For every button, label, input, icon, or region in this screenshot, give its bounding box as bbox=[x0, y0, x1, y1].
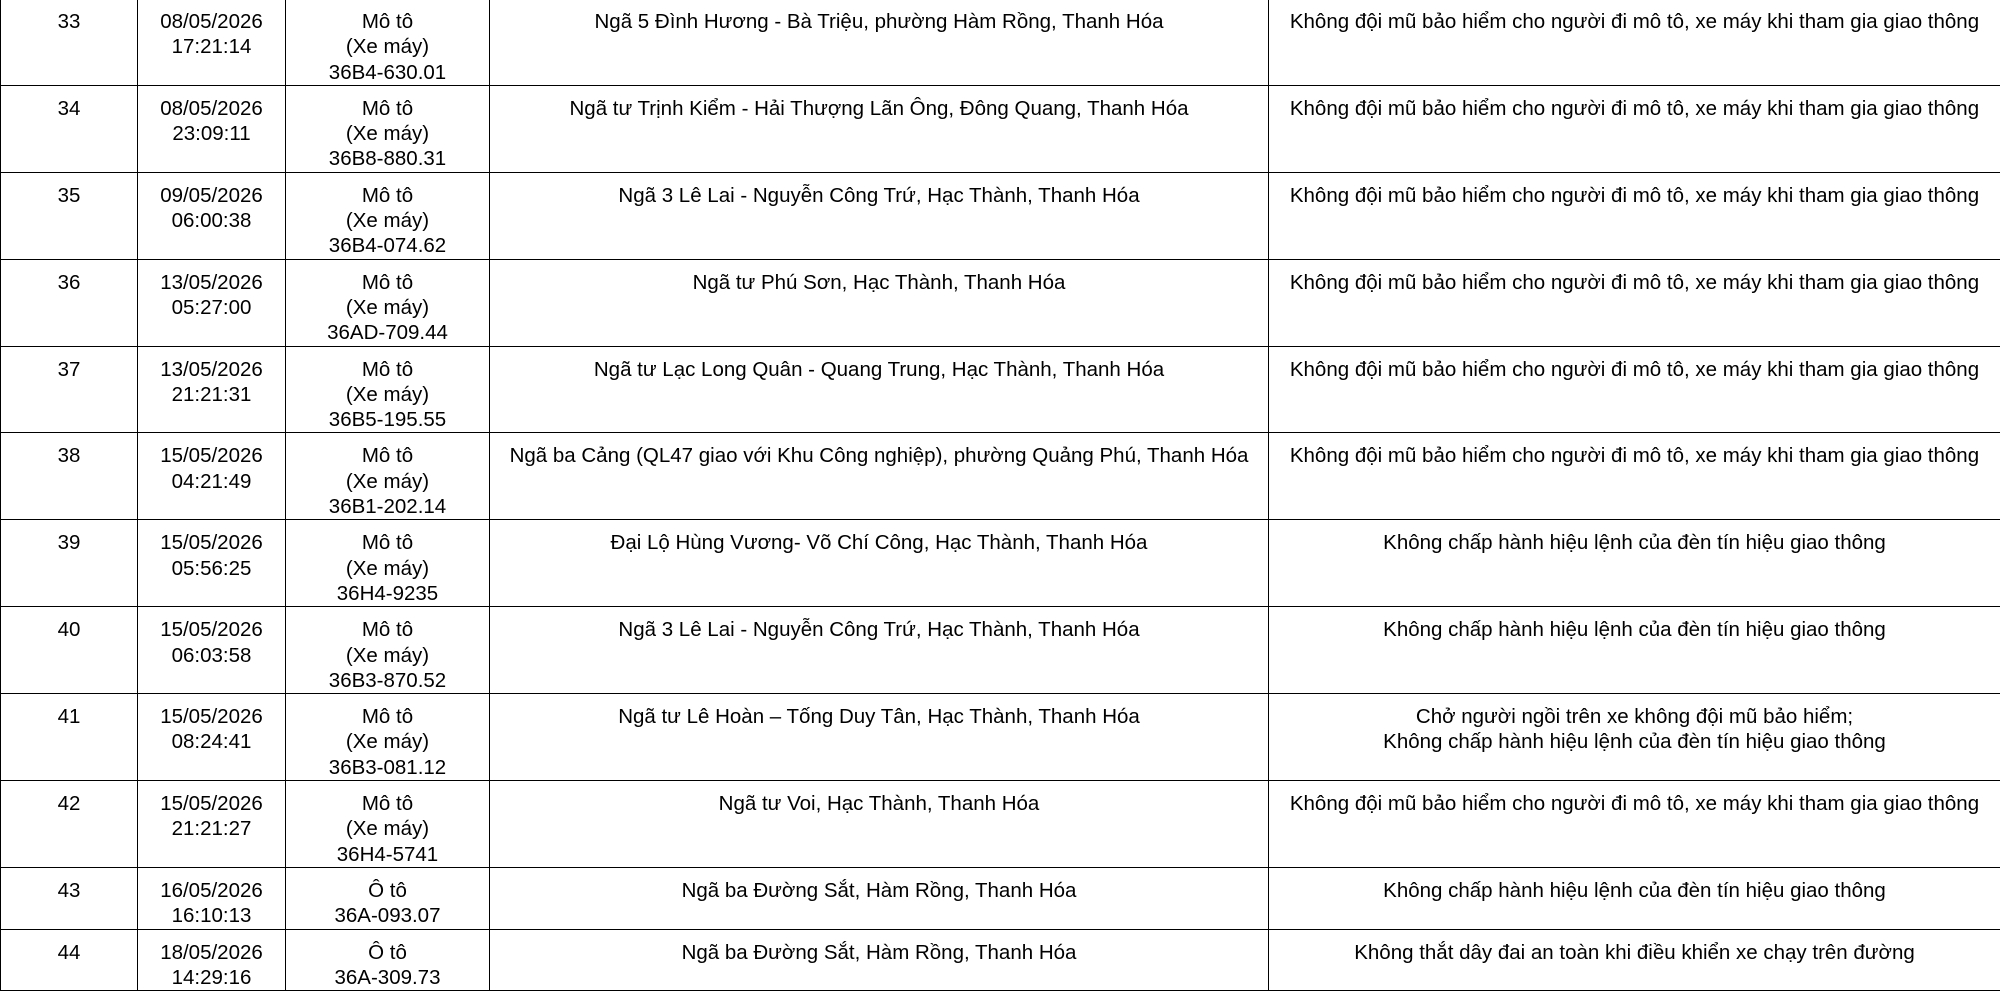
vehicle-cell bbox=[286, 520, 490, 607]
date-text: 15/05/2026 bbox=[138, 443, 285, 468]
stt-text: 34 bbox=[1, 96, 137, 121]
stt-text: 41 bbox=[1, 704, 137, 729]
datetime-cell bbox=[138, 433, 286, 520]
datetime-cell bbox=[138, 781, 286, 868]
location-text: Ngã ba Đường Sắt, Hàm Rồng, Thanh Hóa bbox=[490, 940, 1268, 965]
time-text: 21:21:31 bbox=[138, 382, 285, 407]
vehicle-cell bbox=[286, 172, 490, 259]
date-text: 08/05/2026 bbox=[138, 96, 285, 121]
violation-line: Không đội mũ bảo hiểm cho người đi mô tô, xe máy khi tham gia giao thông bbox=[1269, 96, 2000, 121]
vehicle-line: 36B1-202.14 bbox=[286, 494, 489, 519]
stt-text: 42 bbox=[1, 791, 137, 816]
vehicle-line: 36A-309.73 bbox=[286, 965, 489, 990]
datetime-cell bbox=[138, 694, 286, 781]
vehicle-line: (Xe máy) bbox=[286, 121, 489, 146]
violation-line: Không đội mũ bảo hiểm cho người đi mô tô, xe máy khi tham gia giao thông bbox=[1269, 9, 2000, 34]
stt-text: 44 bbox=[1, 940, 137, 965]
table-row bbox=[1, 520, 2000, 607]
violation-line: Chở người ngồi trên xe không đội mũ bảo hiểm; bbox=[1269, 704, 2000, 729]
table-row bbox=[1, 867, 2000, 929]
vehicle-cell bbox=[286, 781, 490, 868]
stt-text: 43 bbox=[1, 878, 137, 903]
violation-cell bbox=[1269, 929, 2000, 991]
time-text: 05:27:00 bbox=[138, 295, 285, 320]
location-cell bbox=[490, 607, 1269, 694]
violation-line: Không đội mũ bảo hiểm cho người đi mô tô, xe máy khi tham gia giao thông bbox=[1269, 183, 2000, 208]
vehicle-cell bbox=[286, 694, 490, 781]
violation-cell bbox=[1269, 781, 2000, 868]
stt-cell bbox=[1, 694, 138, 781]
stt-text: 35 bbox=[1, 183, 137, 208]
stt-cell bbox=[1, 433, 138, 520]
vehicle-line: 36A-093.07 bbox=[286, 903, 489, 928]
location-cell bbox=[490, 172, 1269, 259]
location-cell bbox=[490, 433, 1269, 520]
violation-line: Không chấp hành hiệu lệnh của đèn tín hiệu giao thông bbox=[1269, 530, 2000, 555]
time-text: 17:21:14 bbox=[138, 34, 285, 59]
vehicle-line: (Xe máy) bbox=[286, 469, 489, 494]
stt-text: 38 bbox=[1, 443, 137, 468]
vehicle-line: Mô tô bbox=[286, 704, 489, 729]
stt-cell bbox=[1, 607, 138, 694]
vehicle-line: 36B3-081.12 bbox=[286, 755, 489, 780]
location-cell bbox=[490, 867, 1269, 929]
date-text: 13/05/2026 bbox=[138, 357, 285, 382]
violation-line: Không chấp hành hiệu lệnh của đèn tín hiệu giao thông bbox=[1269, 729, 2000, 754]
datetime-cell bbox=[138, 867, 286, 929]
vehicle-line: (Xe máy) bbox=[286, 556, 489, 581]
vehicle-line: (Xe máy) bbox=[286, 208, 489, 233]
date-text: 15/05/2026 bbox=[138, 704, 285, 729]
stt-cell bbox=[1, 867, 138, 929]
table-row bbox=[1, 433, 2000, 520]
vehicle-line: (Xe máy) bbox=[286, 816, 489, 841]
date-text: 18/05/2026 bbox=[138, 940, 285, 965]
violation-line: Không chấp hành hiệu lệnh của đèn tín hiệu giao thông bbox=[1269, 878, 2000, 903]
location-text: Đại Lộ Hùng Vương- Võ Chí Công, Hạc Thành, Thanh Hóa bbox=[490, 530, 1268, 555]
date-text: 15/05/2026 bbox=[138, 617, 285, 642]
vehicle-cell bbox=[286, 0, 490, 85]
stt-cell bbox=[1, 259, 138, 346]
vehicle-line: Mô tô bbox=[286, 443, 489, 468]
date-text: 15/05/2026 bbox=[138, 530, 285, 555]
vehicle-cell bbox=[286, 85, 490, 172]
vehicle-line: 36B4-630.01 bbox=[286, 60, 489, 85]
violation-line: Không đội mũ bảo hiểm cho người đi mô tô, xe máy khi tham gia giao thông bbox=[1269, 443, 2000, 468]
vehicle-line: 36B3-870.52 bbox=[286, 668, 489, 693]
location-cell bbox=[490, 694, 1269, 781]
vehicle-line: 36AD-709.44 bbox=[286, 320, 489, 345]
location-text: Ngã ba Đường Sắt, Hàm Rồng, Thanh Hóa bbox=[490, 878, 1268, 903]
location-cell bbox=[490, 520, 1269, 607]
stt-text: 36 bbox=[1, 270, 137, 295]
location-cell bbox=[490, 0, 1269, 85]
stt-cell bbox=[1, 85, 138, 172]
violation-line: Không thắt dây đai an toàn khi điều khiển xe chạy trên đường bbox=[1269, 940, 2000, 965]
violation-cell bbox=[1269, 520, 2000, 607]
vehicle-line: Mô tô bbox=[286, 357, 489, 382]
vehicle-line: Ô tô bbox=[286, 940, 489, 965]
date-text: 13/05/2026 bbox=[138, 270, 285, 295]
location-cell bbox=[490, 259, 1269, 346]
vehicle-cell bbox=[286, 607, 490, 694]
table-row bbox=[1, 781, 2000, 868]
table-row bbox=[1, 85, 2000, 172]
time-text: 04:21:49 bbox=[138, 469, 285, 494]
stt-cell bbox=[1, 346, 138, 433]
vehicle-line: 36H4-9235 bbox=[286, 581, 489, 606]
stt-cell bbox=[1, 0, 138, 85]
datetime-cell bbox=[138, 172, 286, 259]
location-text: Ngã tư Lê Hoàn – Tống Duy Tân, Hạc Thành, Thanh Hóa bbox=[490, 704, 1268, 729]
time-text: 06:00:38 bbox=[138, 208, 285, 233]
time-text: 05:56:25 bbox=[138, 556, 285, 581]
table-row bbox=[1, 929, 2000, 991]
vehicle-line: 36B5-195.55 bbox=[286, 407, 489, 432]
vehicle-line: Mô tô bbox=[286, 96, 489, 121]
violation-cell bbox=[1269, 0, 2000, 85]
violation-cell bbox=[1269, 346, 2000, 433]
vehicle-line: Mô tô bbox=[286, 270, 489, 295]
stt-text: 37 bbox=[1, 357, 137, 382]
location-text: Ngã ba Cảng (QL47 giao với Khu Công nghiệp), phường Quảng Phú, Thanh Hóa bbox=[490, 443, 1268, 468]
vehicle-line: 36B4-074.62 bbox=[286, 233, 489, 258]
table-row bbox=[1, 259, 2000, 346]
location-text: Ngã tư Phú Sơn, Hạc Thành, Thanh Hóa bbox=[490, 270, 1268, 295]
vehicle-line: 36H4-5741 bbox=[286, 842, 489, 867]
violation-cell bbox=[1269, 607, 2000, 694]
location-text: Ngã 3 Lê Lai - Nguyễn Công Trứ, Hạc Thành, Thanh Hóa bbox=[490, 617, 1268, 642]
location-text: Ngã tư Voi, Hạc Thành, Thanh Hóa bbox=[490, 791, 1268, 816]
stt-cell bbox=[1, 781, 138, 868]
violation-cell bbox=[1269, 694, 2000, 781]
stt-text: 40 bbox=[1, 617, 137, 642]
vehicle-line: Mô tô bbox=[286, 617, 489, 642]
location-text: Ngã 5 Đình Hương - Bà Triệu, phường Hàm Rồng, Thanh Hóa bbox=[490, 9, 1268, 34]
time-text: 06:03:58 bbox=[138, 643, 285, 668]
vehicle-line: Mô tô bbox=[286, 183, 489, 208]
vehicle-line: (Xe máy) bbox=[286, 382, 489, 407]
stt-text: 39 bbox=[1, 530, 137, 555]
vehicle-line: Ô tô bbox=[286, 878, 489, 903]
time-text: 21:21:27 bbox=[138, 816, 285, 841]
table-row bbox=[1, 607, 2000, 694]
location-text: Ngã tư Lạc Long Quân - Quang Trung, Hạc Thành, Thanh Hóa bbox=[490, 357, 1268, 382]
datetime-cell bbox=[138, 85, 286, 172]
stt-text: 33 bbox=[1, 9, 137, 34]
vehicle-cell bbox=[286, 346, 490, 433]
location-text: Ngã tư Trịnh Kiểm - Hải Thượng Lãn Ông, Đông Quang, Thanh Hóa bbox=[490, 96, 1268, 121]
location-cell bbox=[490, 929, 1269, 991]
location-text: Ngã 3 Lê Lai - Nguyễn Công Trứ, Hạc Thành, Thanh Hóa bbox=[490, 183, 1268, 208]
vehicle-line: (Xe máy) bbox=[286, 34, 489, 59]
vehicle-line: (Xe máy) bbox=[286, 729, 489, 754]
time-text: 23:09:11 bbox=[138, 121, 285, 146]
violation-cell bbox=[1269, 259, 2000, 346]
time-text: 14:29:16 bbox=[138, 965, 285, 990]
time-text: 08:24:41 bbox=[138, 729, 285, 754]
stt-cell bbox=[1, 929, 138, 991]
date-text: 09/05/2026 bbox=[138, 183, 285, 208]
violation-cell bbox=[1269, 867, 2000, 929]
violation-line: Không chấp hành hiệu lệnh của đèn tín hiệu giao thông bbox=[1269, 617, 2000, 642]
table-row bbox=[1, 694, 2000, 781]
vehicle-line: (Xe máy) bbox=[286, 643, 489, 668]
date-text: 16/05/2026 bbox=[138, 878, 285, 903]
vehicle-cell bbox=[286, 867, 490, 929]
datetime-cell bbox=[138, 346, 286, 433]
datetime-cell bbox=[138, 259, 286, 346]
violation-line: Không đội mũ bảo hiểm cho người đi mô tô, xe máy khi tham gia giao thông bbox=[1269, 357, 2000, 382]
violation-cell bbox=[1269, 85, 2000, 172]
violation-line: Không đội mũ bảo hiểm cho người đi mô tô, xe máy khi tham gia giao thông bbox=[1269, 791, 2000, 816]
time-text: 16:10:13 bbox=[138, 903, 285, 928]
stt-cell bbox=[1, 172, 138, 259]
vehicle-line: Mô tô bbox=[286, 9, 489, 34]
table-row bbox=[1, 346, 2000, 433]
vehicle-line: Mô tô bbox=[286, 530, 489, 555]
table-row bbox=[1, 172, 2000, 259]
datetime-cell bbox=[138, 0, 286, 85]
location-cell bbox=[490, 346, 1269, 433]
violation-cell bbox=[1269, 172, 2000, 259]
vehicle-line: Mô tô bbox=[286, 791, 489, 816]
location-cell bbox=[490, 781, 1269, 868]
table-row bbox=[1, 0, 2000, 85]
vehicle-cell bbox=[286, 433, 490, 520]
vehicle-line: (Xe máy) bbox=[286, 295, 489, 320]
stt-cell bbox=[1, 520, 138, 607]
datetime-cell bbox=[138, 607, 286, 694]
datetime-cell bbox=[138, 520, 286, 607]
violation-line: Không đội mũ bảo hiểm cho người đi mô tô, xe máy khi tham gia giao thông bbox=[1269, 270, 2000, 295]
violation-cell bbox=[1269, 433, 2000, 520]
location-cell bbox=[490, 85, 1269, 172]
vehicle-line: 36B8-880.31 bbox=[286, 146, 489, 171]
date-text: 15/05/2026 bbox=[138, 791, 285, 816]
table-body bbox=[1, 0, 2000, 991]
datetime-cell bbox=[138, 929, 286, 991]
date-text: 08/05/2026 bbox=[138, 9, 285, 34]
vehicle-cell bbox=[286, 259, 490, 346]
vehicle-cell bbox=[286, 929, 490, 991]
